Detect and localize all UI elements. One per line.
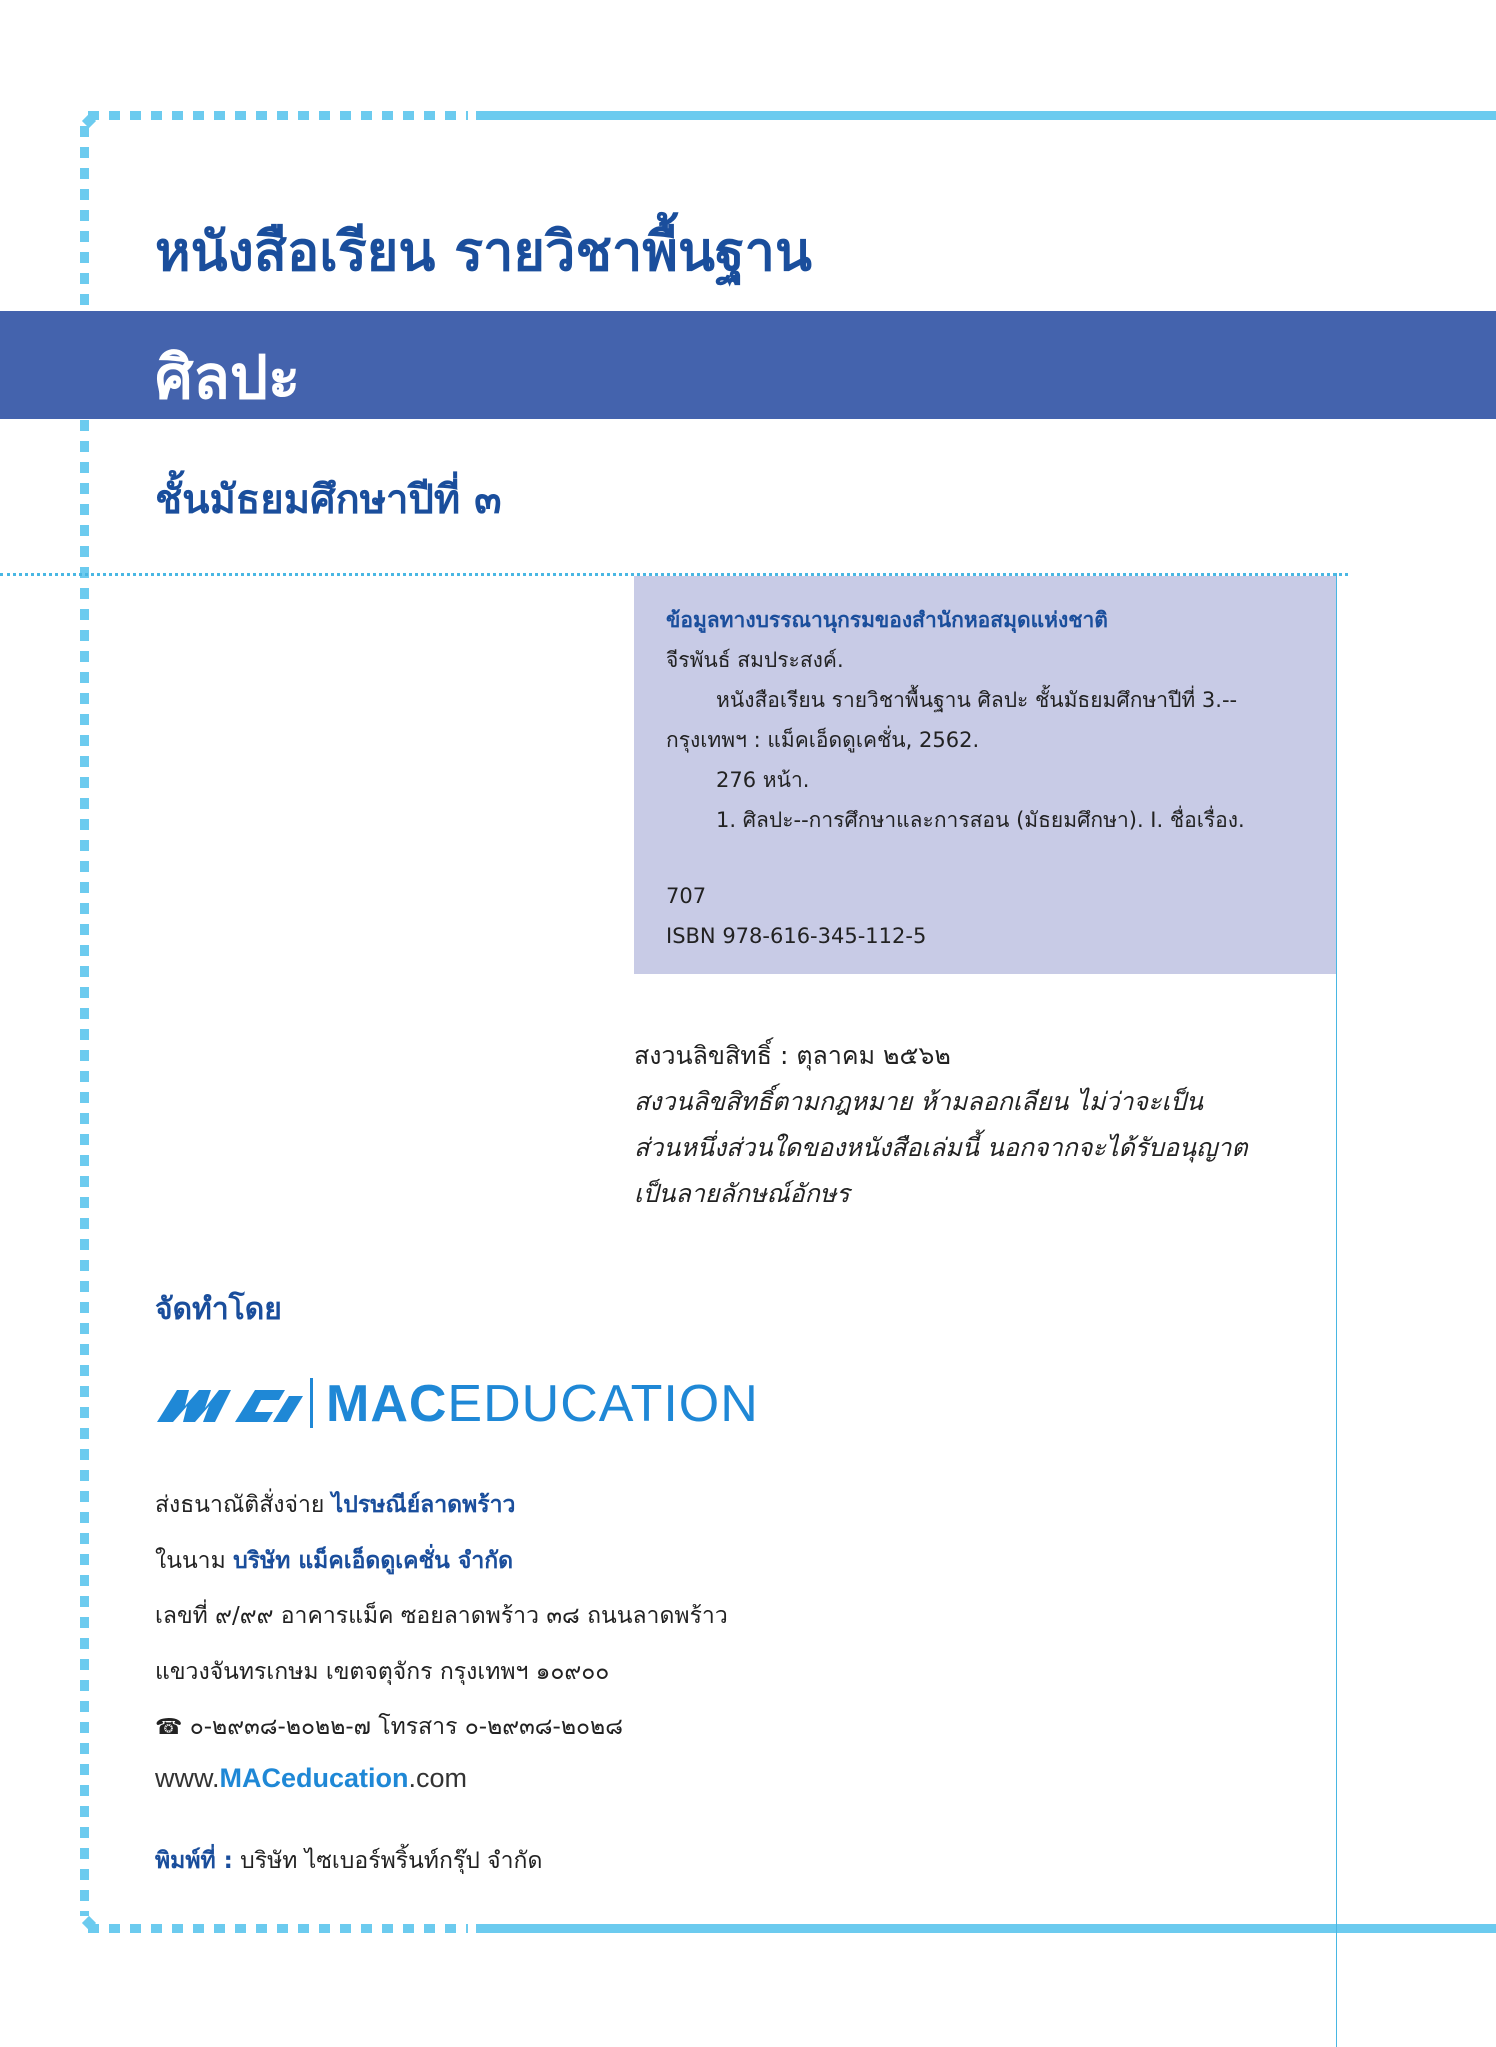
logo-divider <box>310 1378 313 1428</box>
company-prefix: ในนาม <box>155 1548 226 1574</box>
telephone-icon: ☎ <box>155 1715 183 1740</box>
company-line <box>155 1543 513 1579</box>
cip-isbn: ISBN 978-616-345-112-5 <box>666 924 927 948</box>
top-dashed-border <box>88 111 468 120</box>
cip-subject: 1. ศิลปะ--การศึกษาและการสอน (มัธยมศึกษา). I. ชื่อเรื่อง. <box>716 808 1245 832</box>
cip-title: หนังสือเรียน รายวิชาพื้นฐาน ศิลปะ ชั้นมัธยมศึกษาปีที่ 3.-- <box>716 688 1238 712</box>
logo-mac-text: MAC <box>326 1375 448 1433</box>
grade-title: ชั้นมัธยมศึกษาปีที่ ๓ <box>155 477 502 523</box>
logo-education-text: EDUCATION <box>447 1375 759 1433</box>
copyright-date: สงวนลิขสิทธิ์ : ตุลาคม ๒๕๖๒ <box>634 1041 951 1070</box>
printer-line <box>155 1843 542 1879</box>
web-suffix: .com <box>408 1763 468 1793</box>
website-link[interactable] <box>155 1763 467 1794</box>
cip-author: จีรพันธ์ สมประสงค์. <box>666 648 844 672</box>
cip-publisher: กรุงเทพฯ : แม็คเอ็ดดูเคชั่น, 2562. <box>666 728 980 752</box>
phone-line <box>155 1709 623 1745</box>
cip-box <box>634 576 1336 974</box>
copyright-notice-2: ส่วนหนึ่งส่วนใดของหนังสือเล่มนี้ นอกจากจะได้รับอนุญาต <box>634 1133 1248 1162</box>
bottom-dashed-border <box>88 1924 468 1933</box>
order-prefix: ส่งธนาณัติสั่งจ่าย <box>155 1492 325 1518</box>
printer-label: พิมพ์ที่ : <box>155 1848 233 1874</box>
web-prefix: www. <box>155 1763 220 1793</box>
cip-pages: 276 หน้า. <box>716 768 810 792</box>
printer-name: บริษัท ไซเบอร์พริ้นท์กรุ๊ป จำกัด <box>240 1848 543 1874</box>
address-line-2: แขวงจันทรเกษม เขตจตุจักร กรุงเทพฯ ๑๐๙๐๐ <box>155 1659 610 1685</box>
vertical-rule <box>1336 573 1337 2047</box>
cip-class-number: 707 <box>666 884 707 908</box>
book-title: หนังสือเรียน รายวิชาพื้นฐาน <box>155 220 812 283</box>
order-line <box>155 1487 515 1523</box>
cip-heading: ข้อมูลทางบรรณานุกรมของสำนักหอสมุดแห่งชาติ <box>666 608 1108 632</box>
produced-by-label: จัดทำโดย <box>155 1292 282 1327</box>
order-office: ไปรษณีย์ลาดพร้าว <box>331 1492 516 1518</box>
bottom-solid-border <box>476 1924 1496 1933</box>
copyright-notice-3: เป็นลายลักษณ์อักษร <box>634 1179 850 1208</box>
web-domain: MACeducation <box>219 1763 409 1793</box>
phone-numbers: ๐-๒๙๓๘-๒๐๒๒-๗ โทรสาร ๐-๒๙๓๘-๒๐๒๘ <box>189 1714 623 1740</box>
mac-education-wordmark <box>326 1374 759 1434</box>
copyright-notice-1: สงวนลิขสิทธิ์ตามกฎหมาย ห้ามลอกเลียน ไม่ว่าจะเป็น <box>634 1087 1203 1116</box>
subject-title: ศิลปะ <box>155 343 301 413</box>
company-name: บริษัท แม็คเอ็ดดูเคชั่น จำกัด <box>233 1548 514 1574</box>
address-line-1: เลขที่ ๙/๙๙ อาคารแม็ค ซอยลาดพร้าว ๓๘ ถนนลาดพร้าว <box>155 1603 728 1629</box>
mac-logo-mark <box>155 1378 305 1428</box>
top-solid-border <box>476 111 1496 120</box>
